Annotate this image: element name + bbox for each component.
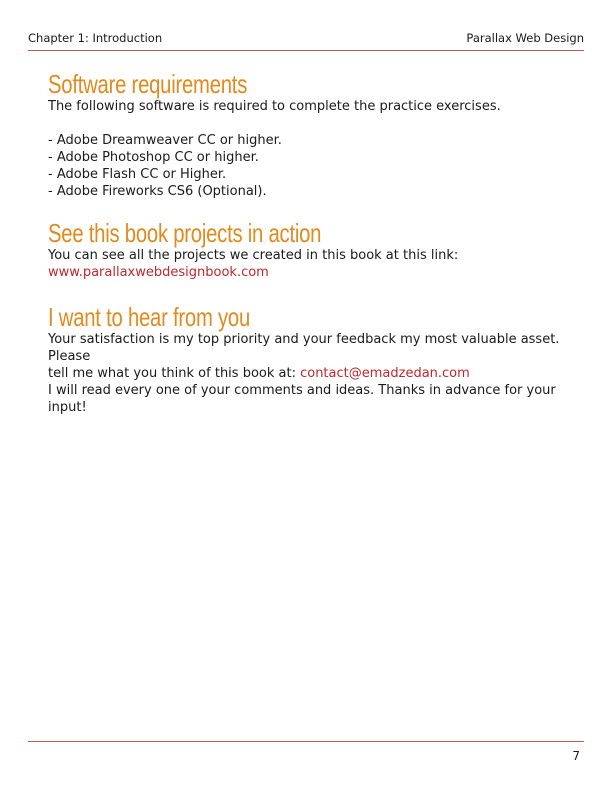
software-item: - Adobe Flash CC or Higher. bbox=[48, 167, 227, 182]
section-title-software: Software requirements bbox=[48, 69, 248, 99]
page-number: 7 bbox=[572, 749, 580, 763]
spacer bbox=[48, 115, 582, 132]
feedback-section bbox=[48, 303, 582, 416]
software-item: - Adobe Photoshop CC or higher. bbox=[48, 150, 259, 165]
feedback-line-2 bbox=[48, 365, 582, 382]
chapter-label: Chapter 1: Introduction bbox=[28, 31, 163, 45]
projects-link[interactable]: www.parallaxwebdesignbook.com bbox=[48, 265, 269, 280]
projects-text: You can see all the projects we created in this book at this link: bbox=[48, 248, 459, 263]
software-item: - Adobe Dreamweaver CC or higher. bbox=[48, 133, 282, 148]
projects-section bbox=[48, 219, 582, 281]
feedback-line-3: I will read every one of your comments and ideas. Thanks in advance for your input! bbox=[48, 383, 556, 415]
section-title-projects: See this book projects in action bbox=[48, 218, 322, 248]
header-divider bbox=[28, 50, 584, 51]
book-title: Parallax Web Design bbox=[466, 31, 584, 45]
software-requirements-section bbox=[48, 70, 582, 200]
feedback-line-2-prefix: tell me what you think of this book at: bbox=[48, 366, 301, 381]
contact-email-link[interactable]: contact@emadzedan.com bbox=[300, 366, 470, 381]
feedback-line-1: Your satisfaction is my top priority and your feedback my most valuable asset. Please bbox=[48, 332, 560, 364]
page-header bbox=[28, 31, 584, 47]
software-item: - Adobe Fireworks CS6 (Optional). bbox=[48, 184, 267, 199]
footer-divider bbox=[28, 741, 584, 742]
section-title-feedback: I want to hear from you bbox=[48, 302, 251, 332]
software-intro: The following software is required to complete the practice exercises. bbox=[48, 99, 501, 114]
page-content bbox=[48, 70, 582, 416]
